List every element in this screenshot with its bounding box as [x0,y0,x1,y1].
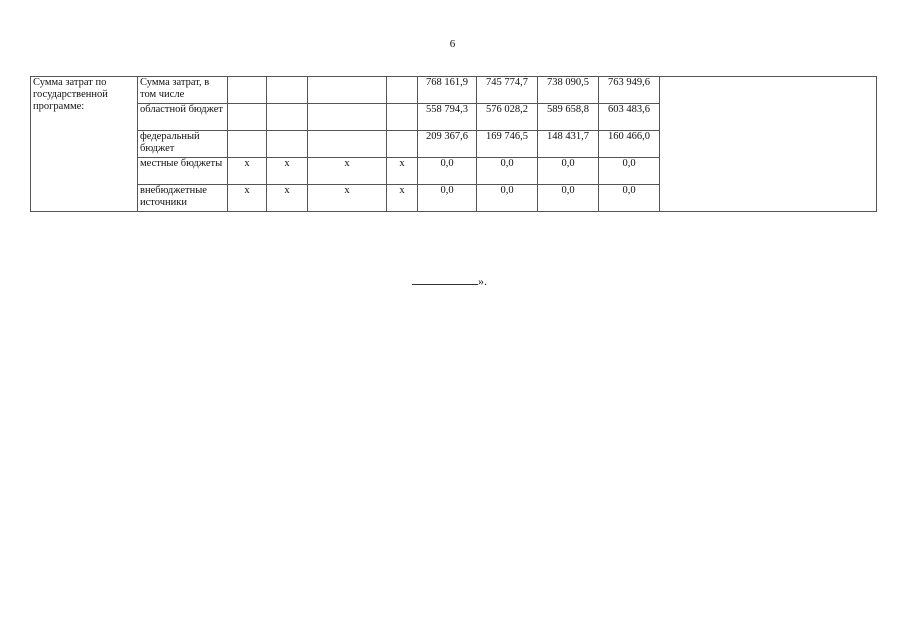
amount-cell: 0,0 [538,158,599,185]
program-cost-table [30,76,877,212]
row-mark [387,104,418,131]
signature-blank-line [412,272,478,285]
row-mark [387,77,418,104]
row-label: местные бюджеты [138,158,228,185]
row-mark [308,104,387,131]
row-mark [228,77,267,104]
amount-cell: 603 483,6 [599,104,660,131]
program-label: Сумма затрат по государственной программе: [31,77,138,212]
row-mark [308,131,387,158]
amount-cell: 589 658,8 [538,104,599,131]
closing-quote: ». [478,274,487,288]
amount-cell: 209 367,6 [418,131,477,158]
amount-cell: 738 090,5 [538,77,599,104]
row-mark [267,104,308,131]
row-label: Сумма затрат, в том числе [138,77,228,104]
row-mark [228,104,267,131]
empty-column [660,77,877,212]
amount-cell: 763 949,6 [599,77,660,104]
page-number: 6 [449,38,456,50]
row-mark: x [308,158,387,185]
amount-cell: 0,0 [477,185,538,212]
row-mark [228,131,267,158]
amount-cell: 0,0 [599,185,660,212]
amount-cell: 169 746,5 [477,131,538,158]
closing-mark [412,272,487,289]
row-mark [267,131,308,158]
amount-cell: 558 794,3 [418,104,477,131]
row-mark [387,131,418,158]
amount-cell: 0,0 [477,158,538,185]
row-mark: x [387,185,418,212]
row-mark [267,77,308,104]
row-label: федеральный бюджет [138,131,228,158]
row-mark: x [267,158,308,185]
amount-cell: 0,0 [418,158,477,185]
row-label: внебюджетные источники [138,185,228,212]
table-row [31,77,877,104]
row-mark: x [228,158,267,185]
row-mark [308,77,387,104]
row-mark: x [267,185,308,212]
amount-cell: 576 028,2 [477,104,538,131]
amount-cell: 768 161,9 [418,77,477,104]
row-mark: x [387,158,418,185]
row-mark: x [308,185,387,212]
amount-cell: 745 774,7 [477,77,538,104]
amount-cell: 0,0 [538,185,599,212]
amount-cell: 160 466,0 [599,131,660,158]
row-label: областной бюджет [138,104,228,131]
amount-cell: 0,0 [418,185,477,212]
amount-cell: 148 431,7 [538,131,599,158]
amount-cell: 0,0 [599,158,660,185]
row-mark: x [228,185,267,212]
